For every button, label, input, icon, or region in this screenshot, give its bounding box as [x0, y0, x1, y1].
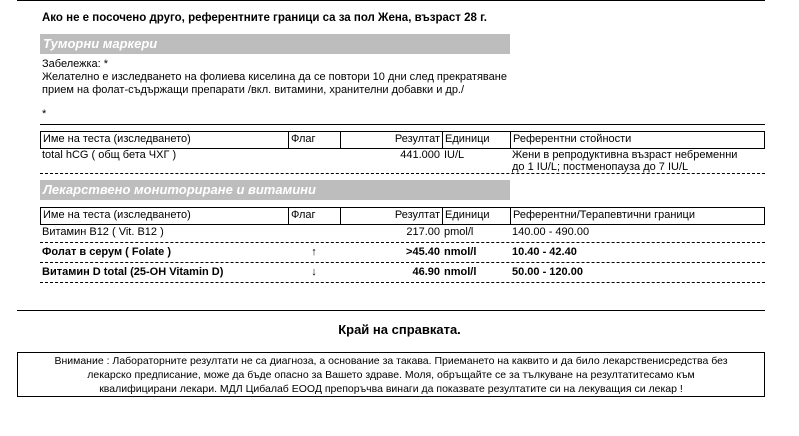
test-reference: 140.00 - 490.00 [512, 226, 590, 238]
header-reference: Референтни/Терапевтични граници [510, 208, 765, 224]
warning-line: квалифицирани лекари. МДЛ Цибалаб ЕООД препоръчва винаги да показвате резултатите си на лекуващия си лекар ! [99, 383, 683, 395]
test-reference: 50.00 - 120.00 [512, 266, 583, 278]
test-reference: 10.40 - 42.40 [512, 246, 577, 258]
header-name: Име на теста (изследването) [40, 132, 288, 148]
test-result: 441.000 [400, 149, 440, 161]
header-result: Резултат [340, 208, 442, 224]
test-name: total hCG ( общ бета ЧХГ ) [42, 149, 177, 161]
test-units: IU/L [444, 149, 465, 161]
warning-box [17, 352, 765, 397]
note-label: Забележка: * [42, 58, 109, 70]
header-units: Единици [442, 132, 510, 148]
warning-line: лекарско предписание, може да бъде опасно за Вашето здраве. Моля, обръщайте се за тълкуване на резултатитесамо към [87, 369, 695, 381]
table-header [40, 131, 765, 149]
header-result: Резултат [340, 132, 442, 148]
header-name: Име на теста (изследването) [40, 208, 288, 224]
table-row [40, 149, 765, 174]
test-result: >45.40 [406, 246, 440, 258]
table-row [40, 223, 765, 243]
test-name: Витамин D total (25-OH Vitamin D) [42, 266, 224, 278]
section-title-tumor-markers: Туморни маркери [40, 34, 510, 54]
note-line: Желателно е изследването на фолиева киселина да се повтори 10 дни след прекратяване [42, 71, 507, 83]
section-title-drug-monitoring: Лекарствено мониториране и витамини [40, 180, 510, 200]
table-row [40, 263, 765, 283]
section-note [42, 58, 507, 97]
test-name: Витамин B12 ( Vit. B12 ) [42, 226, 164, 238]
table-row [40, 243, 765, 263]
note-star: * [42, 108, 47, 120]
test-units: pmol/l [444, 226, 474, 238]
test-flag [288, 223, 340, 242]
header-reference: Референтни стойности [510, 132, 765, 148]
end-of-report: Край на справката. [338, 322, 461, 337]
test-result: 217.00 [406, 226, 440, 238]
reference-line: Жени в репродуктивна възраст небременни [512, 149, 738, 161]
header-flag: Флаг [288, 132, 340, 148]
note-line: прием на фолат-съдържащи препарати /вкл. витамини, хранителни добавки и др./ [42, 84, 465, 96]
test-reference [510, 149, 765, 173]
reference-line: до 1 IU/L; постменопауза до 7 IU/L [512, 161, 689, 173]
header-units: Единици [442, 208, 510, 224]
header-flag: Флаг [288, 208, 340, 224]
top-divider [17, 0, 765, 1]
test-units: nmol/l [444, 266, 477, 278]
arrow-up-icon: ↑ [311, 246, 317, 258]
warning-line: Внимание : Лабораторните резултати не са диагноза, а основание за такава. Приемането на каквито и да било лекарственисредства без [54, 355, 728, 367]
divider [40, 124, 765, 125]
test-name: Фолат в серум ( Folate ) [42, 246, 172, 258]
divider [17, 310, 765, 311]
test-flag [288, 149, 340, 173]
test-units: nmol/l [444, 246, 477, 258]
arrow-down-icon: ↓ [311, 266, 317, 278]
test-result: 46.90 [412, 266, 440, 278]
reference-note: Ако не е посочено друго, референтните граници са за пол Жена, възраст 28 г. [42, 12, 487, 24]
